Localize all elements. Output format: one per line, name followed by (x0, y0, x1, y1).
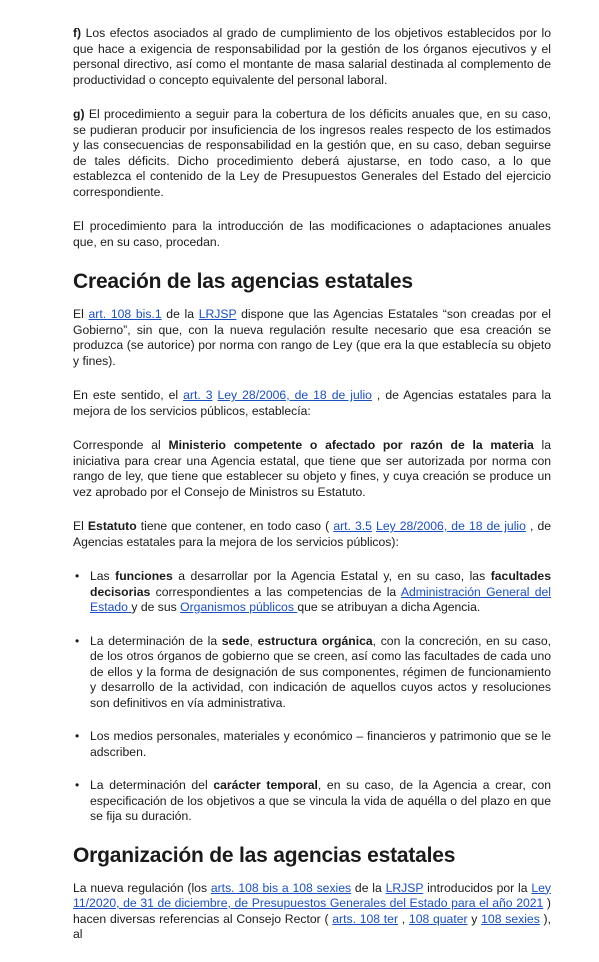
text: La nueva regulación (los (73, 880, 211, 895)
paragraph-estatuto (73, 519, 551, 550)
bullet-icon: • (75, 778, 80, 792)
bold-text: sede (221, 633, 250, 648)
list-item (73, 634, 551, 712)
link-administracion-general-estado[interactable]: Administración General del Estado (90, 584, 551, 614)
link-108-quater[interactable]: 108 quater (408, 911, 468, 926)
link-108-sexies[interactable]: 108 sexies (481, 911, 540, 926)
text: a desarrollar por la Agencia Estatal y, en su caso, las (172, 569, 491, 583)
link-lrjsp[interactable]: LRJSP (385, 880, 424, 895)
text: de la (161, 307, 199, 321)
bold-text: funciones (115, 569, 173, 583)
paragraph-f (73, 26, 551, 88)
link-arts-108-ter[interactable]: arts. 108 ter (332, 911, 399, 926)
text: , (398, 911, 409, 926)
link-arts-108-bis-sexies[interactable]: arts. 108 bis a 108 sexies (210, 880, 352, 895)
heading-organizacion: Organización de las agencias estatales (73, 843, 456, 867)
link-art-3[interactable]: art. 3 (183, 388, 213, 402)
bullet-icon: • (75, 569, 80, 583)
document-content (73, 26, 551, 962)
bold-text: Ministerio competente o afectado por razón de la materia (168, 438, 534, 452)
paragraph-g-text: El procedimiento a seguir para la cobertura de los déficits anuales que, en su caso, se pudieran producir por insuficiencia de los ingresos reales respecto de los estimados y las consecuencias de responsabilidad en la gestión que, en su caso, deban seguirse de tales déficits. Dicho procedimiento deberá ajustarse, en todo caso, a lo que establezca el contenido de la Ley de Presupuestos Generales del Estado del ejercicio correspondiente. (73, 107, 551, 199)
paragraph-procedimiento: El procedimiento para la introducción de las modificaciones o adaptaciones anuales que, en su caso, procedan. (73, 219, 551, 249)
list-item (73, 569, 551, 616)
text: , en su caso, de la Agencia a crear, con especificación de los objetivos a que se vincula la vida de aquélla o del plazo en que se fija su duración. (90, 778, 551, 823)
paragraph-g-label: g) (73, 107, 85, 121)
text: ) hacen diversas referencias al Consejo Rector ( (73, 896, 551, 926)
text: la iniciativa para crear una Agencia estatal, que tiene que ser autorizada por norma con rango de ley, que tiene que establecer su objeto y fines, y cuya creación se produce un vez aprobado por el Consejo de Ministros su Estatuto. (73, 438, 552, 499)
paragraph-creacion-1 (73, 307, 551, 369)
text: dispone que las Agencias Estatales “son creadas por el Gobierno”, sin que, con la nueva regulación resulte necesario que esa creación se produzca (se autorice) por norma con rango de Ley (que era la que establecía su objeto y fines). (73, 307, 551, 368)
link-ley-28-2006[interactable]: Ley 28/2006, de 18 de julio (217, 388, 372, 402)
text: y (467, 911, 482, 926)
list-item (73, 778, 551, 825)
text: , de Agencias estatales para la mejora de los servicios públicos): (73, 519, 552, 549)
list-item (73, 729, 551, 760)
link-organismos-publicos[interactable]: Organismos públicos (180, 600, 298, 614)
text: de la (351, 880, 386, 895)
link-ley-11-2020[interactable]: Ley 11/2020, de 31 de diciembre, de Presupuestos Generales del Estado para el año 2021 (73, 880, 551, 910)
bold-text: estructura orgánica (257, 633, 373, 648)
bold-text: Estatuto (87, 519, 137, 533)
paragraph-corresponde (73, 438, 551, 500)
text: Los medios personales, materiales y económico – financieros y patrimonio que se le adscriben. (90, 729, 551, 759)
bullet-icon: • (75, 729, 80, 743)
text: y de sus (131, 600, 181, 614)
text: introducidos por la (423, 880, 532, 895)
paragraph-f-text: Los efectos asociados al grado de cumplimiento de los objetivos establecidos por lo que hace a exigencia de responsabilidad por la gestión de los órganos ejecutivos y el personal directivo, así como el montante de masa salarial destinada al complemento de productividad o concepto equivalente del personal laboral. (73, 26, 551, 87)
text: , de Agencias estatales para la mejora de los servicios públicos, establecía: (73, 388, 551, 418)
text: que se atribuyan a dicha Agencia. (297, 600, 481, 614)
text: , (249, 633, 258, 648)
paragraph-f-label: f) (73, 26, 82, 40)
text: El (73, 519, 88, 533)
text: ), al (73, 911, 551, 941)
bullet-icon: • (75, 633, 80, 648)
text: tiene que contener, en todo caso ( (136, 519, 334, 533)
paragraph-organizacion (73, 881, 551, 943)
text: La determinación del (90, 778, 214, 792)
link-ley-28-2006[interactable]: Ley 28/2006, de 18 de julio (376, 519, 526, 533)
text: Corresponde al (73, 438, 169, 452)
bold-text: facultades decisorias (90, 569, 551, 599)
text: Las (90, 569, 116, 583)
paragraph-g (73, 107, 551, 200)
link-lrjsp[interactable]: LRJSP (198, 307, 237, 321)
text: correspondientes a las competencias de la (150, 584, 401, 599)
estatuto-list (73, 569, 551, 825)
text: La determinación de la (90, 633, 222, 648)
bold-text: carácter temporal (213, 778, 318, 792)
link-art-3-5[interactable]: art. 3.5 (333, 519, 372, 533)
paragraph-creacion-2 (73, 388, 551, 419)
text: El (73, 307, 89, 321)
text: En este sentido, el (73, 388, 184, 402)
heading-creacion: Creación de las agencias estatales (73, 270, 413, 293)
link-art-108-bis-1[interactable]: art. 108 bis.1 (88, 307, 162, 321)
text: , con la concreción, en su caso, de los otros órganos de gobierno que se creen, así como las facultades de cada uno de ellos y la forma de designación de sus componentes, régimen de funcionamiento y desarrollo de la actividad, con indicación de aquellos cuyos actos y resoluciones son definitivos en vía administrativa. (90, 633, 551, 710)
